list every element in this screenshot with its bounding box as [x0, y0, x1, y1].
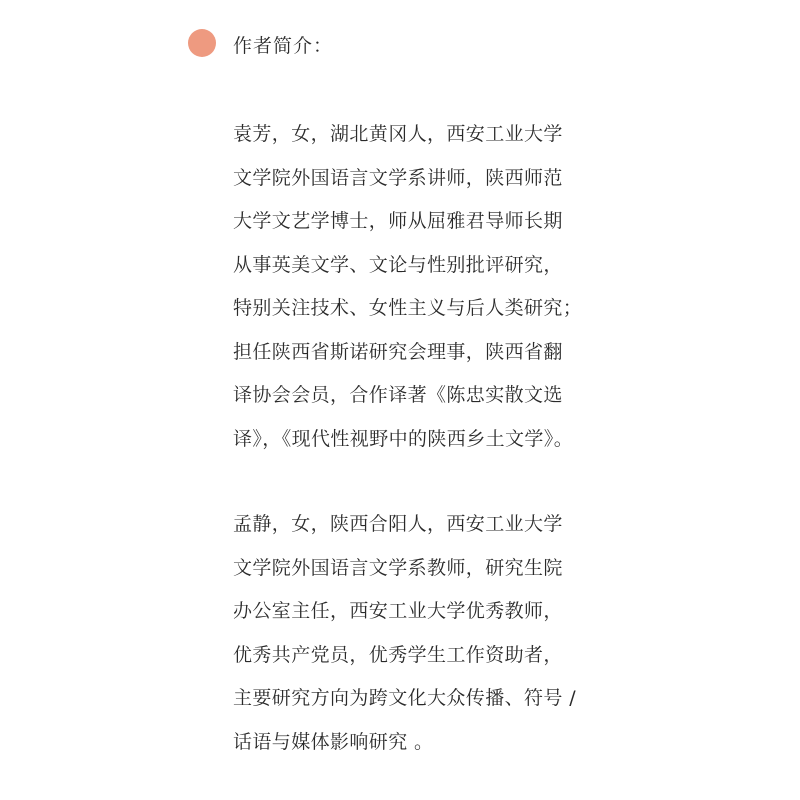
- bio-line: 译协会会员，合作译著《陈忠实散文选: [233, 384, 563, 406]
- section-bullet-dot: [188, 29, 216, 57]
- bio-line: 担任陕西省斯诺研究会理事，陕西省翻: [233, 340, 563, 363]
- bio-meng-jing: [233, 511, 633, 772]
- bio-line: 孟静，女，陕西合阳人，西安工业大学: [233, 513, 563, 535]
- bio-line: 文学院外国语言文学系教师，研究生院: [233, 556, 563, 579]
- bio-line: 从事英美文学、文论与性别批评研究，: [233, 253, 563, 276]
- bio-line: 大学文艺学博士，师从屈雅君导师长期: [233, 210, 563, 232]
- bio-line: 文学院外国语言文学系讲师，陕西师范: [233, 166, 563, 189]
- bio-line: 特别关注技术、女性主义与后人类研究；: [233, 297, 583, 319]
- bio-line: 话语与媒体影响研究 。: [233, 730, 434, 753]
- bio-yuan-fang: [233, 121, 633, 469]
- bio-line: 优秀共产党员，优秀学生工作资助者，: [233, 643, 563, 666]
- section-title: 作者简介：: [233, 35, 334, 57]
- bio-line: 袁芳，女，湖北黄冈人，西安工业大学: [233, 123, 563, 145]
- bio-line: 主要研究方向为跨文化大众传播、符号 /: [233, 687, 577, 709]
- bio-line: 办公室主任，西安工业大学优秀教师，: [233, 600, 563, 622]
- bio-line: 译》，《现代性视野中的陕西乡土文学》。: [233, 427, 574, 450]
